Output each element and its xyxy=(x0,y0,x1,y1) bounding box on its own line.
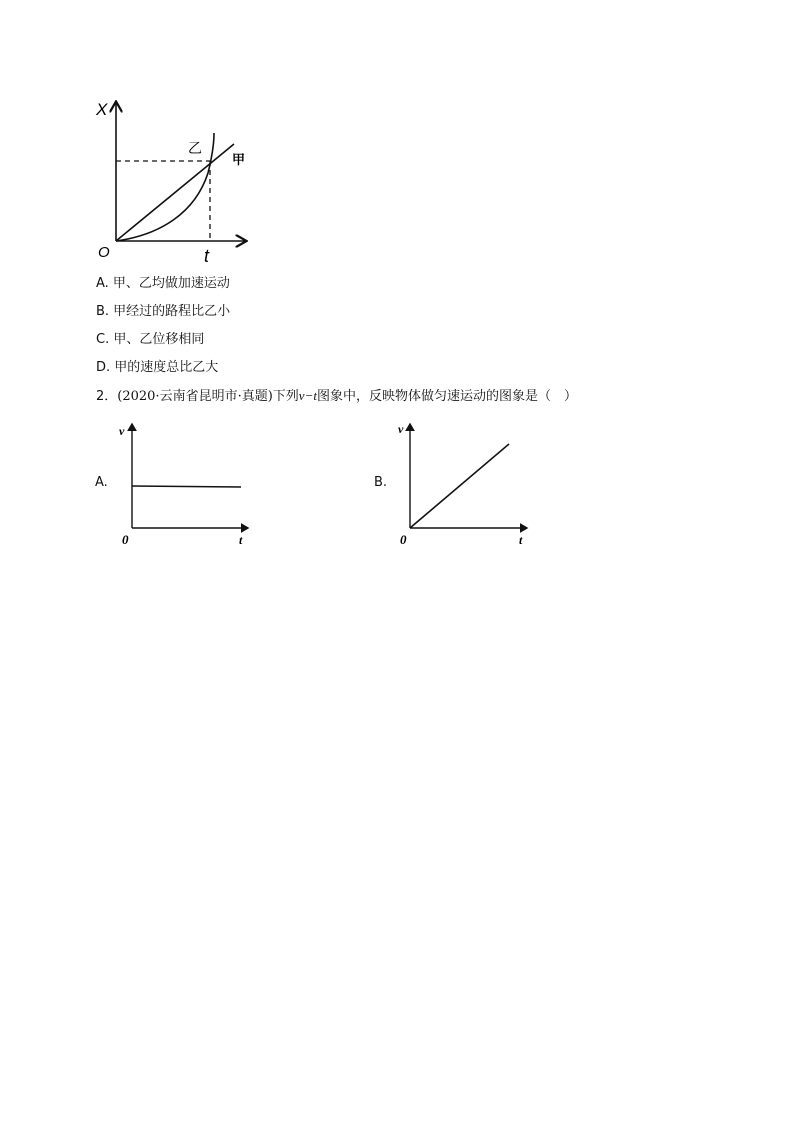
option-a: A. 甲、乙均做加速运动 xyxy=(96,276,230,291)
graph-a-x-label: t xyxy=(239,533,243,547)
question-source: (2020·云南省昆明市·真题) xyxy=(117,389,273,404)
answer-blank: （ ） xyxy=(537,389,577,404)
question-2 xyxy=(96,388,577,405)
graph-a-origin: 0 xyxy=(122,532,129,547)
x-axis-label: t xyxy=(204,246,210,265)
question-text-after: 图象中，反映物体做匀速运动的图象是 xyxy=(316,389,538,404)
graph-b-x-label: t xyxy=(519,533,523,547)
vt-symbol: v−t xyxy=(298,388,317,403)
graph-b-option-label: B. xyxy=(374,475,388,490)
curve-label-yi: 乙 xyxy=(188,140,202,156)
option-d: D. 甲的速度总比乙大 xyxy=(96,360,219,375)
graph-a-constant-line xyxy=(132,486,241,487)
question-number: 2． xyxy=(96,389,118,404)
line-label-jia: 甲 xyxy=(232,152,246,167)
vt-graph-b xyxy=(393,418,538,553)
option-b: B. 甲经过的路程比乙小 xyxy=(96,304,231,319)
origin-label: O xyxy=(98,244,110,261)
line-jia xyxy=(116,144,234,241)
vt-graph-a xyxy=(115,418,260,553)
y-axis-label: X xyxy=(96,100,108,119)
question-text-before: 下列 xyxy=(272,389,299,404)
graph-a-option-label: A. xyxy=(95,475,108,490)
graph-a-y-label: v xyxy=(119,424,125,438)
graph-b-origin: 0 xyxy=(400,532,407,547)
graph-b-y-label: v xyxy=(398,422,404,436)
xt-graph xyxy=(90,95,260,265)
graph-b-increasing-line xyxy=(410,444,509,528)
option-c: C. 甲、乙位移相同 xyxy=(96,332,205,347)
